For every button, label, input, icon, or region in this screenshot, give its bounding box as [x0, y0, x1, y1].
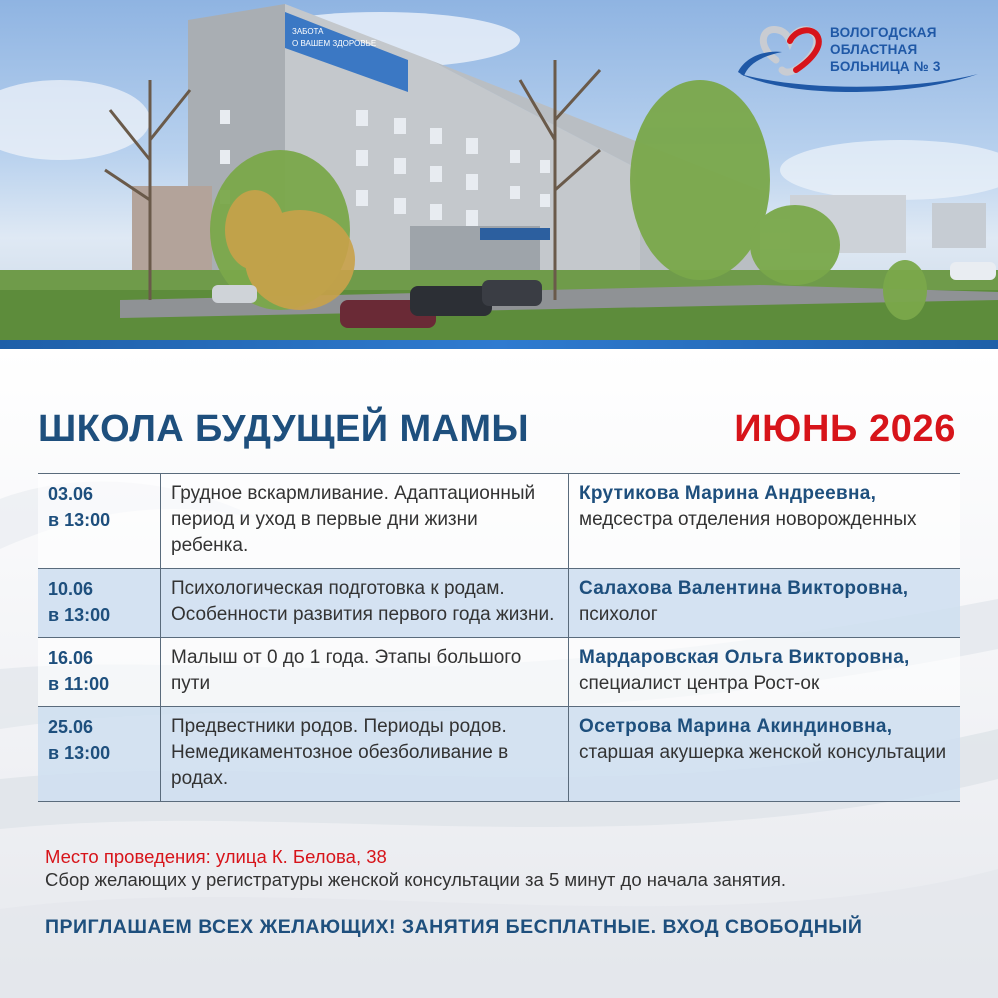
- session-time: в 11:00: [48, 674, 110, 694]
- building-sign-line-2: О ВАШЕМ ЗДОРОВЬЕ: [292, 39, 377, 48]
- topic-cell: Грудное вскармливание. Адаптационный период и уход в первые дни жизни ребенка.: [161, 474, 569, 569]
- speaker-role: старшая акушерка женской консультации: [579, 742, 947, 763]
- speaker-cell: [569, 474, 961, 569]
- speaker-name: Салахова Валентина Викторовна,: [579, 578, 909, 599]
- building-sign-line-1: ЗАБОТА: [292, 27, 324, 36]
- page-title: ШКОЛА БУДУЩЕЙ МАМЫ: [38, 408, 529, 450]
- date-cell: [38, 707, 161, 802]
- speaker-role: психолог: [579, 604, 658, 625]
- session-date: 25.06: [48, 717, 94, 737]
- session-time: в 13:00: [48, 743, 111, 763]
- logo-line-2: ОБЛАСТНАЯ: [830, 42, 918, 57]
- invitation-banner: ПРИГЛАШАЕМ ВСЕХ ЖЕЛАЮЩИХ! ЗАНЯТИЯ БЕСПЛАТНЫЕ. ВХОД СВОБОДНЫЙ: [45, 916, 863, 938]
- table-row: [38, 638, 960, 707]
- speaker-cell: [569, 707, 961, 802]
- date-cell: [38, 638, 161, 707]
- speaker-role: специалист центра Рост-ок: [579, 673, 820, 694]
- hospital-photo: [0, 0, 998, 340]
- topic-cell: Предвестники родов. Периоды родов. Немедикаментозное обезболивание в родах.: [161, 707, 569, 802]
- speaker-cell: [569, 569, 961, 638]
- logo-line-1: ВОЛОГОДСКАЯ: [830, 25, 937, 40]
- gathering-note: Сбор желающих у регистратуры женской консультации за 5 минут до начала занятия.: [45, 869, 786, 890]
- table-row: [38, 474, 960, 569]
- header-divider-stripe: [0, 340, 998, 349]
- speaker-name: Крутикова Марина Андреевна,: [579, 483, 877, 504]
- table-row: [38, 707, 960, 802]
- speaker-role: медсестра отделения новорожденных: [579, 509, 917, 530]
- logo-line-3: БОЛЬНИЦА № 3: [830, 59, 941, 74]
- month-title: ИЮНЬ 2026: [734, 408, 956, 450]
- date-cell: [38, 569, 161, 638]
- table-row: [38, 569, 960, 638]
- hospital-logo: [736, 16, 982, 92]
- speaker-cell: [569, 638, 961, 707]
- topic-cell: Психологическая подготовка к родам. Особенности развития первого года жизни.: [161, 569, 569, 638]
- date-cell: [38, 474, 161, 569]
- venue-address: Место проведения: улица К. Белова, 38: [45, 846, 387, 867]
- session-date: 03.06: [48, 484, 94, 504]
- session-date: 10.06: [48, 579, 94, 599]
- session-time: в 13:00: [48, 510, 111, 530]
- speaker-name: Мардаровская Ольга Викторовна,: [579, 647, 910, 668]
- speaker-name: Осетрова Марина Акиндиновна,: [579, 716, 893, 737]
- schedule-table: [38, 473, 960, 802]
- session-time: в 13:00: [48, 605, 111, 625]
- topic-cell: Малыш от 0 до 1 года. Этапы большого пути: [161, 638, 569, 707]
- session-date: 16.06: [48, 648, 94, 668]
